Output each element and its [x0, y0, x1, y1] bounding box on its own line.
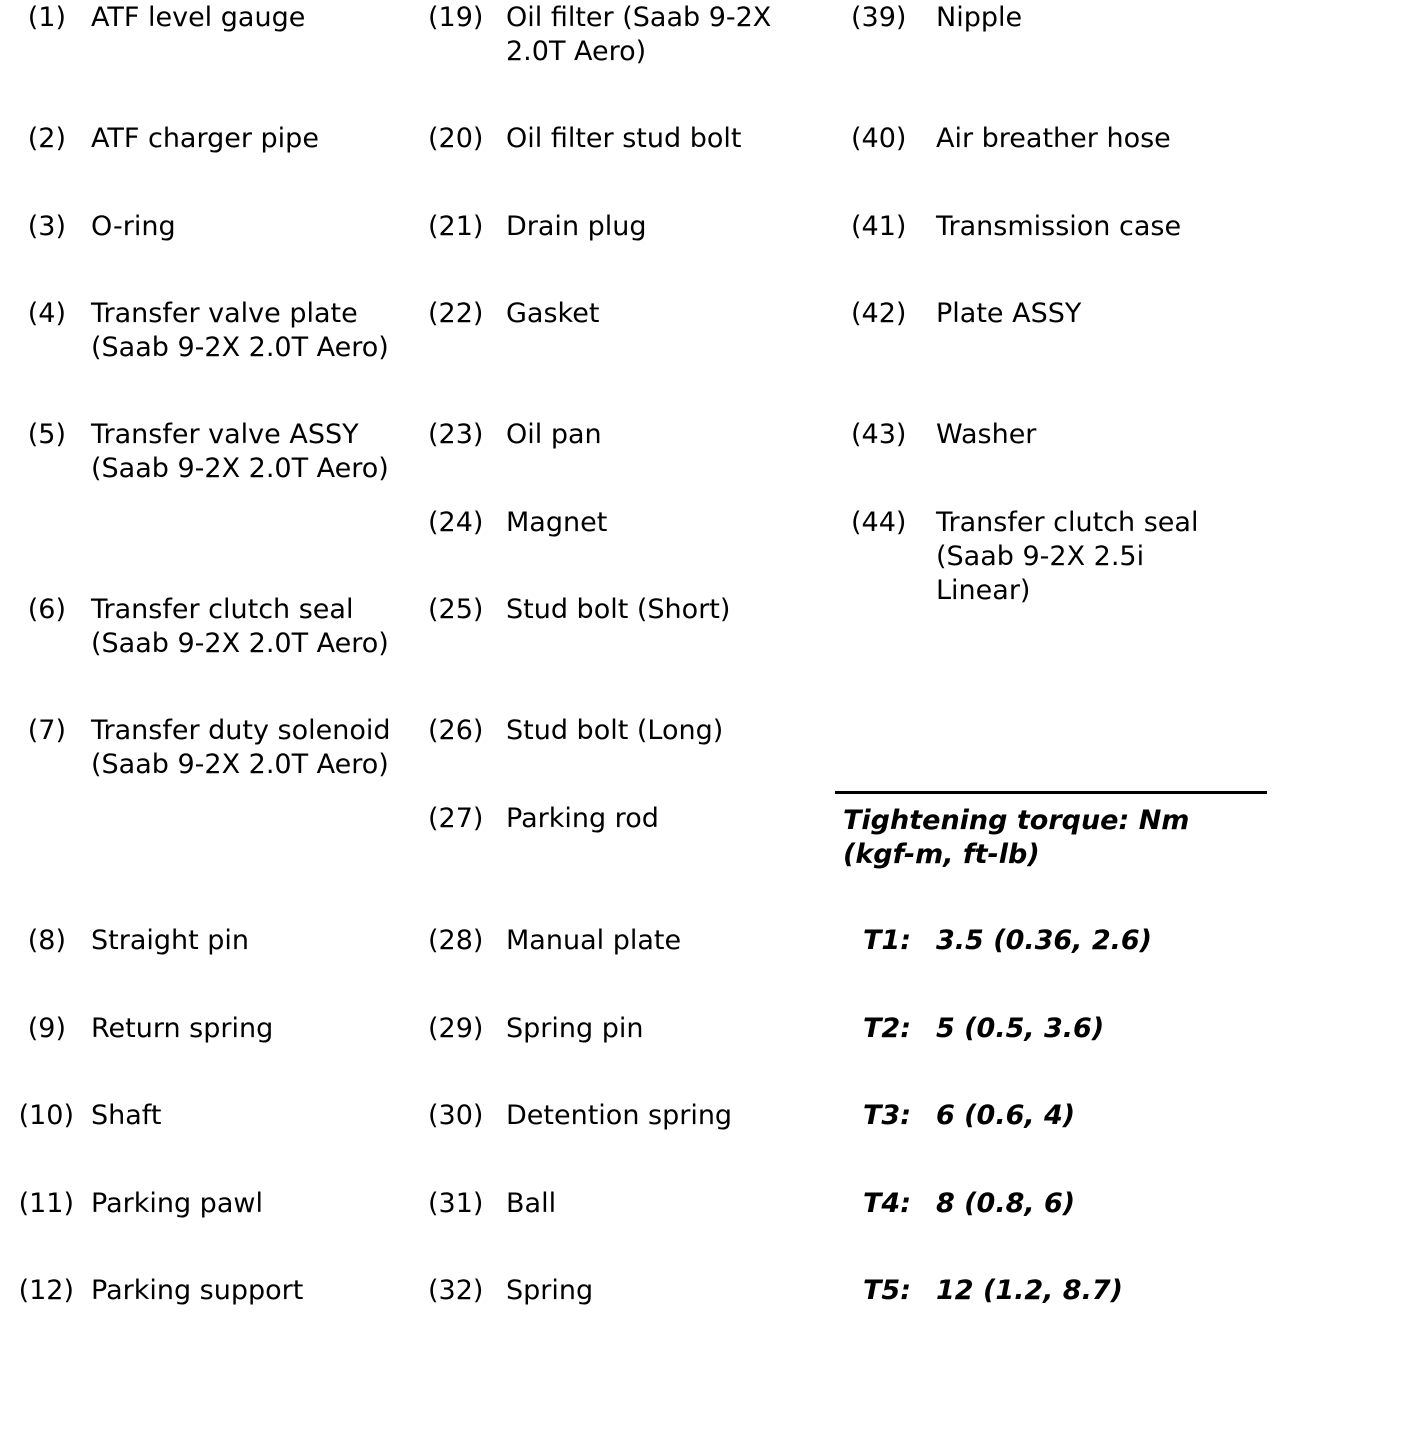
- item-label: Straight pin: [91, 925, 250, 956]
- item-label: Drain plug: [506, 211, 647, 242]
- torque-value: 12 (1.2, 8.7): [936, 1275, 1123, 1306]
- item-label: Detention spring: [506, 1100, 733, 1131]
- item-label: Oil filter stud bolt: [506, 123, 742, 154]
- item-number: (10): [18, 1100, 74, 1131]
- item-number: (30): [428, 1100, 484, 1131]
- torque-divider: [835, 791, 1267, 794]
- legend-item: [428, 924, 828, 964]
- item-number: (6): [27, 594, 66, 625]
- torque-value: 5 (0.5, 3.6): [936, 1013, 1105, 1044]
- torque-value: 3.5 (0.36, 2.6): [936, 925, 1153, 956]
- item-label: Washer: [936, 419, 1037, 450]
- torque-label: T3:: [863, 1100, 912, 1131]
- item-number: (40): [851, 123, 907, 154]
- item-number: (3): [27, 211, 66, 242]
- item-label: Transmission case: [936, 211, 1182, 242]
- item-number: (22): [428, 298, 484, 329]
- item-number: (43): [851, 419, 907, 450]
- torque-value: 8 (0.8, 6): [936, 1188, 1076, 1219]
- item-number: (28): [428, 925, 484, 956]
- item-number: (21): [428, 211, 484, 242]
- item-number: (42): [851, 298, 907, 329]
- legend-item: [428, 1, 828, 71]
- legend-item: [851, 506, 1281, 616]
- item-number: (26): [428, 715, 484, 746]
- legend-item: [0, 210, 420, 280]
- item-number: (41): [851, 211, 907, 242]
- torque-label: T5:: [863, 1275, 912, 1306]
- item-label: Manual plate: [506, 925, 682, 956]
- torque-row: [863, 1274, 1283, 1314]
- item-number: (23): [428, 419, 484, 450]
- item-number: (32): [428, 1275, 484, 1306]
- legend-item: [428, 1274, 828, 1314]
- item-label: O-ring: [91, 211, 176, 242]
- item-label: Gasket: [506, 298, 600, 329]
- legend-item: [0, 714, 420, 784]
- legend-item: [0, 924, 420, 964]
- item-label: Parking rod: [506, 803, 659, 834]
- item-label: ATF charger pipe: [91, 123, 319, 154]
- legend-item: [428, 1012, 828, 1052]
- torque-value: 6 (0.6, 4): [936, 1100, 1076, 1131]
- item-number: (27): [428, 803, 484, 834]
- legend-item: [0, 1274, 420, 1314]
- item-number: (19): [428, 2, 484, 33]
- torque-row: [863, 1012, 1283, 1052]
- torque-header: Tightening torque: Nm (kgf-m, ft-lb): [843, 805, 1190, 870]
- item-label: Shaft: [91, 1100, 162, 1131]
- legend-item: [428, 506, 828, 546]
- item-number: (2): [27, 123, 66, 154]
- legend-item: [0, 1, 420, 71]
- item-number: (8): [27, 925, 66, 956]
- item-label: Plate ASSY: [936, 298, 1082, 329]
- item-number: (44): [851, 507, 907, 538]
- legend-item: [0, 418, 420, 488]
- item-label: Spring: [506, 1275, 594, 1306]
- legend-item: [428, 210, 828, 250]
- legend-item: [851, 1, 1281, 41]
- item-number: (7): [27, 715, 66, 746]
- legend-item: [0, 1012, 420, 1052]
- torque-row: [863, 1099, 1283, 1139]
- item-label: Transfer clutch seal (Saab 9-2X 2.5i Linear): [936, 507, 1199, 606]
- item-number: (12): [18, 1275, 74, 1306]
- item-label: ATF level gauge: [91, 2, 306, 33]
- torque-label: T4:: [863, 1188, 912, 1219]
- legend-item: [851, 418, 1281, 458]
- torque-label: T1:: [863, 925, 912, 956]
- item-number: (9): [27, 1013, 66, 1044]
- torque-row: [863, 1187, 1283, 1227]
- legend-item: [428, 418, 828, 458]
- item-label: Ball: [506, 1188, 557, 1219]
- legend-item: [851, 297, 1281, 337]
- legend-item: [851, 210, 1281, 250]
- item-number: (31): [428, 1188, 484, 1219]
- item-number: (25): [428, 594, 484, 625]
- legend-item: [0, 593, 420, 663]
- item-label: Transfer valve plate (Saab 9-2X 2.0T Aero): [91, 298, 389, 363]
- item-label: Transfer clutch seal (Saab 9-2X 2.0T Aero): [91, 594, 389, 659]
- legend-item: [0, 1187, 420, 1227]
- legend-item: [428, 802, 828, 842]
- item-number: (24): [428, 507, 484, 538]
- item-number: (11): [18, 1188, 74, 1219]
- item-label: Transfer valve ASSY (Saab 9-2X 2.0T Aero): [91, 419, 389, 484]
- item-label: Magnet: [506, 507, 608, 538]
- legend-item: [428, 593, 828, 633]
- item-label: Spring pin: [506, 1013, 644, 1044]
- item-label: Oil pan: [506, 419, 602, 450]
- item-label: Stud bolt (Long): [506, 715, 724, 746]
- legend-item: [0, 122, 420, 192]
- legend-item: [428, 122, 828, 162]
- item-label: Nipple: [936, 2, 1023, 33]
- item-label: Parking pawl: [91, 1188, 263, 1219]
- torque-label: T2:: [863, 1013, 912, 1044]
- torque-row: [863, 924, 1283, 964]
- legend-item: [0, 1099, 420, 1139]
- legend-item: [428, 714, 828, 754]
- legend-item: [428, 1187, 828, 1227]
- item-label: Parking support: [91, 1275, 304, 1306]
- legend-item: [428, 1099, 828, 1139]
- item-label: Stud bolt (Short): [506, 594, 731, 625]
- item-number: (29): [428, 1013, 484, 1044]
- item-number: (39): [851, 2, 907, 33]
- item-number: (5): [27, 419, 66, 450]
- item-number: (4): [27, 298, 66, 329]
- item-label: Return spring: [91, 1013, 274, 1044]
- legend-item: [851, 122, 1281, 162]
- item-label: Oil filter (Saab 9-2X 2.0T Aero): [506, 2, 772, 67]
- item-number: (20): [428, 123, 484, 154]
- legend-item: [0, 297, 420, 367]
- legend-item: [428, 297, 828, 337]
- item-number: (1): [27, 2, 66, 33]
- item-label: Transfer duty solenoid (Saab 9-2X 2.0T Aero): [91, 715, 391, 780]
- item-label: Air breather hose: [936, 123, 1171, 154]
